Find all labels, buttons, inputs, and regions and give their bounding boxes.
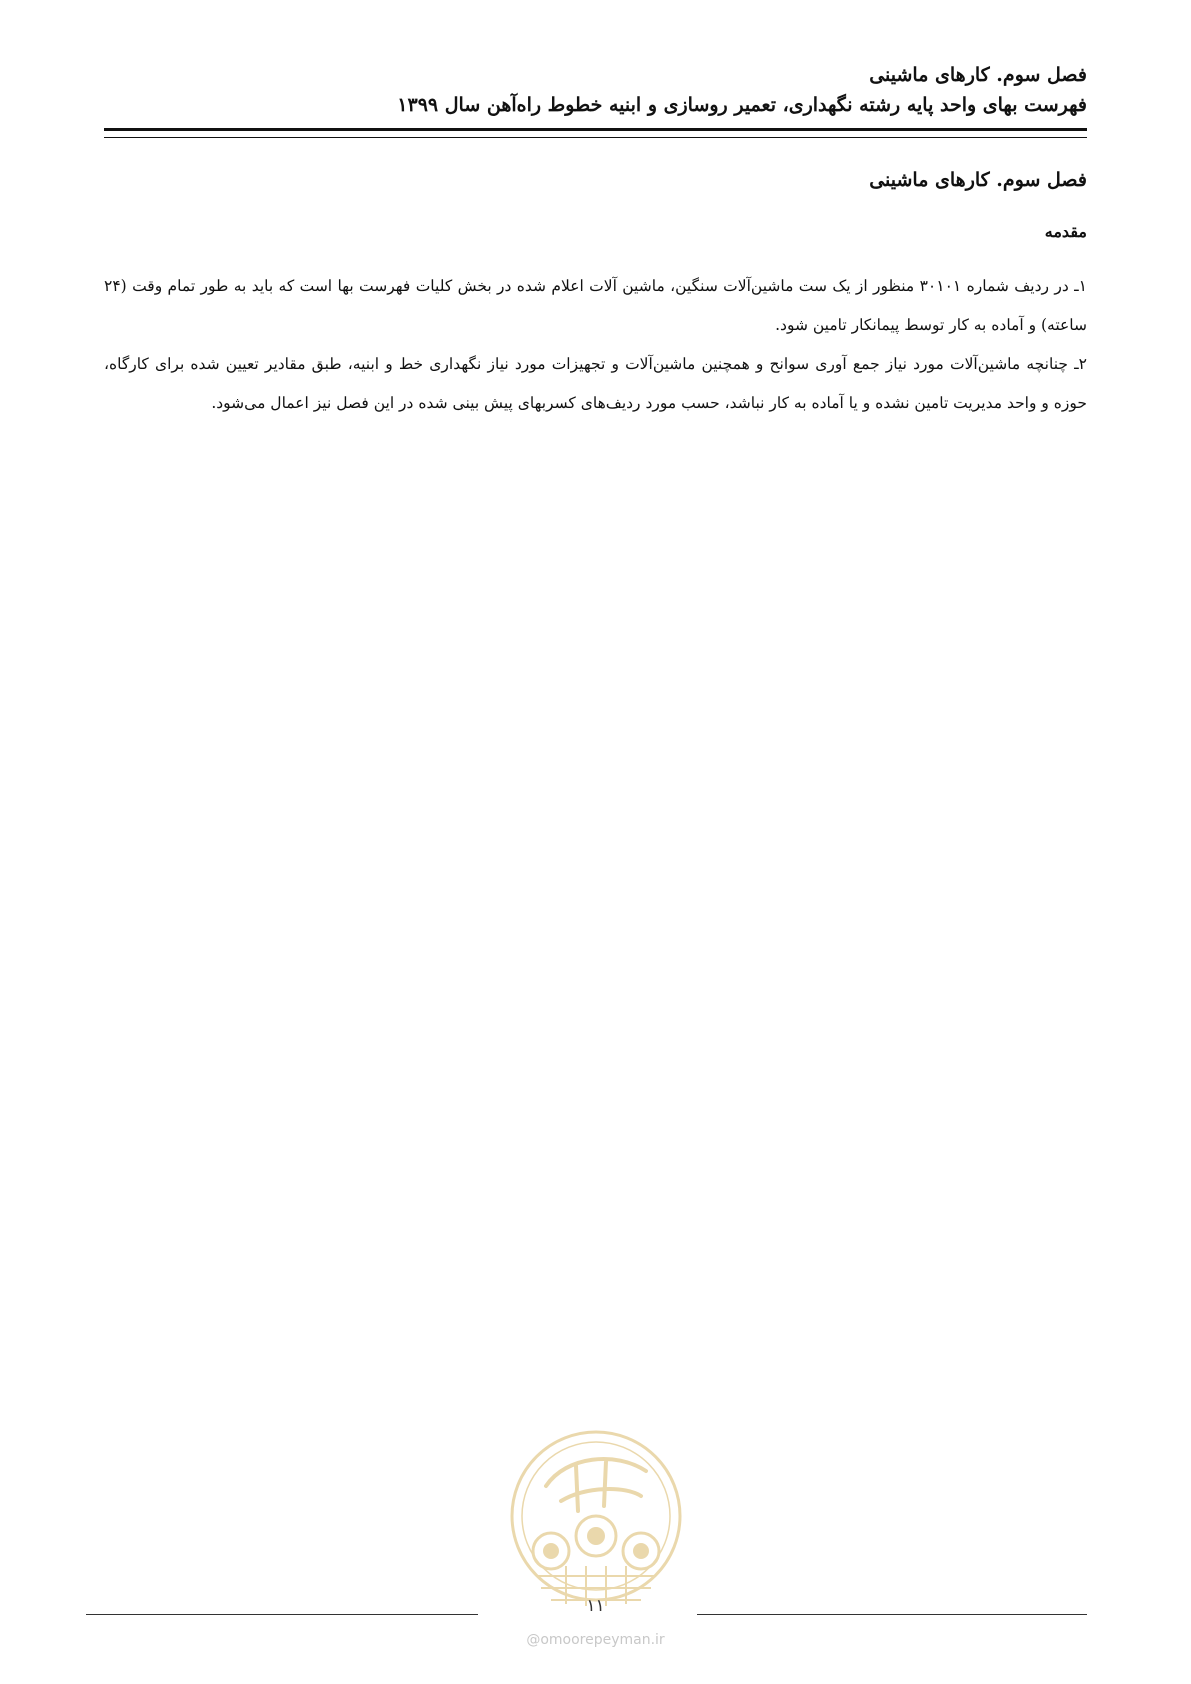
main-content (104, 165, 1087, 423)
header-double-rule (104, 128, 1087, 138)
paragraph-1: ۱ـ در ردیف شماره ۳۰۱۰۱ منظور از یک ست ماشین‌آلات سنگین، ماشین آلات اعلام شده در بخش کلیات فهرست بها است که باید به طور تمام وقت (۲۴ ساعته) و آماده به کار توسط پیمانکار تامین شود. (104, 277, 1087, 334)
paragraph-2: ۲ـ چنانچه ماشین‌آلات مورد نیاز جمع آوری سوانح و همچنین ماشین‌آلات و تجهیزات مورد نیاز نگهداری خط و ابنیه، طبق مقادیر تعیین شده برای کارگاه، حوزه و واحد مدیریت تامین نشده و یا آماده به کار نباشد، حسب مورد ردیف‌های کسربهای پیش بینی شده در این فصل نیز اعمال می‌شود. (104, 355, 1087, 412)
page-header (104, 60, 1087, 120)
document-title: فهرست بهای واحد پایه رشته نگهداری، تعمیر روسازی و ابنیه خطوط راه‌آهن سال ۱۳۹۹ (397, 94, 1087, 116)
page-number: ۱۱ (586, 1596, 605, 1616)
introduction-heading: مقدمه (1044, 222, 1087, 241)
section-title: فصل سوم. کارهای ماشینی (869, 169, 1087, 191)
watermark-url: @omoorepeyman.ir (526, 1632, 665, 1648)
chapter-title: فصل سوم. کارهای ماشینی (869, 64, 1087, 86)
